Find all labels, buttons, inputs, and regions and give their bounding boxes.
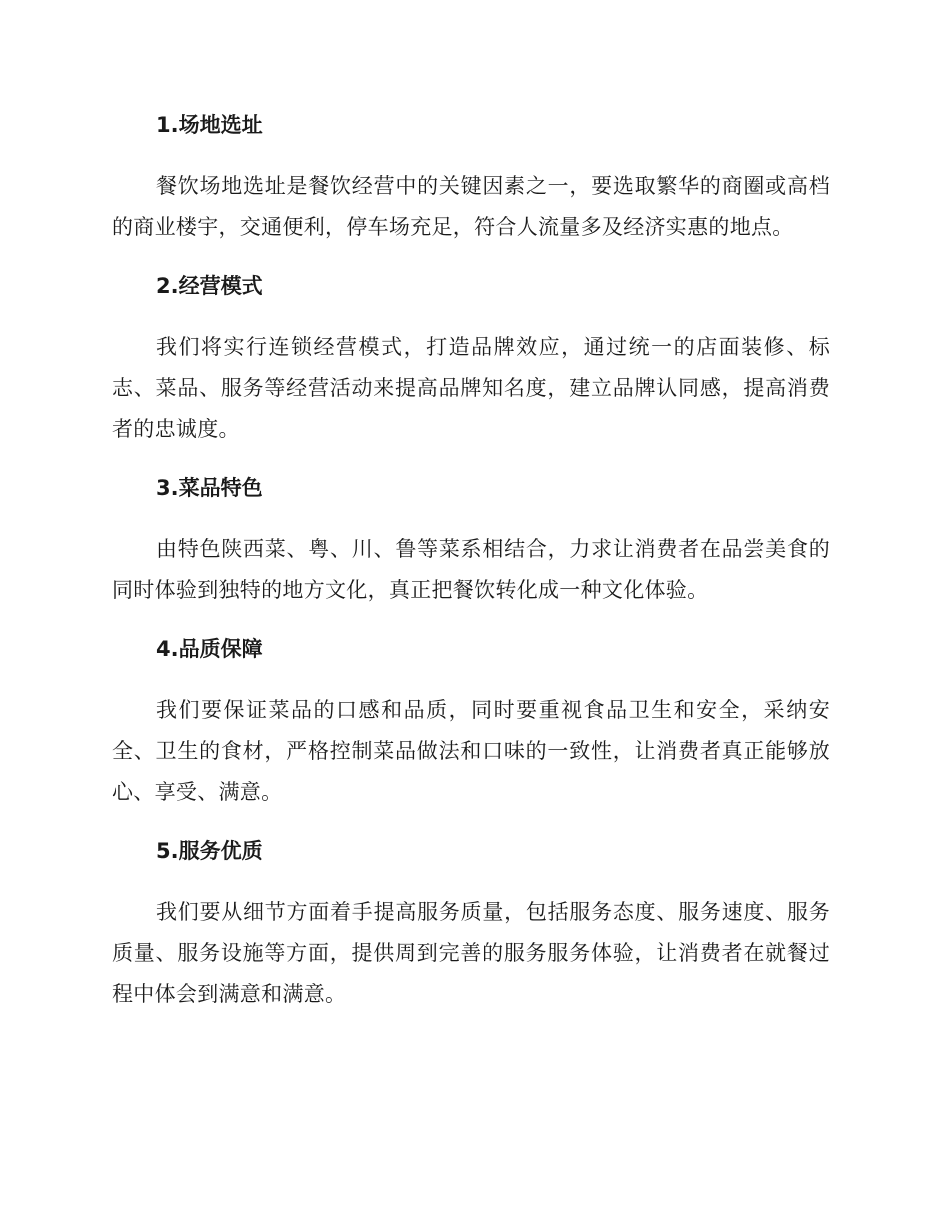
section-paragraph: 餐饮场地选址是餐饮经营中的关键因素之一，要选取繁华的商圈或高档的商业楼宇，交通便利，停车场充足，符合人流量多及经济实惠的地点。 <box>112 174 830 239</box>
section-paragraph: 我们将实行连锁经营模式，打造品牌效应，通过统一的店面装修、标志、菜品、服务等经营活动来提高品牌知名度，建立品牌认同感，提高消费者的忠诚度。 <box>112 335 830 441</box>
section-quality-assurance <box>112 634 830 813</box>
section-heading: 5.服务优质 <box>156 839 263 863</box>
section-heading: 3.菜品特色 <box>156 476 263 500</box>
section-paragraph: 我们要保证菜品的口感和品质，同时要重视食品卫生和安全，采纳安全、卫生的食材，严格控制菜品做法和口味的一致性，让消费者真正能够放心、享受、满意。 <box>112 698 830 804</box>
section-dish-features <box>112 473 830 611</box>
section-heading: 1.场地选址 <box>156 113 263 137</box>
section-heading: 4.品质保障 <box>156 637 263 661</box>
section-quality-service <box>112 836 830 1015</box>
section-heading: 2.经营模式 <box>156 274 263 298</box>
section-paragraph: 由特色陕西菜、粤、川、鲁等菜系相结合，力求让消费者在品尝美食的同时体验到独特的地方文化，真正把餐饮转化成一种文化体验。 <box>112 537 830 602</box>
section-paragraph: 我们要从细节方面着手提高服务质量，包括服务态度、服务速度、服务质量、服务设施等方面，提供周到完善的服务服务体验，让消费者在就餐过程中体会到满意和满意。 <box>112 900 830 1006</box>
section-site-selection <box>112 110 830 248</box>
section-business-model <box>112 271 830 450</box>
